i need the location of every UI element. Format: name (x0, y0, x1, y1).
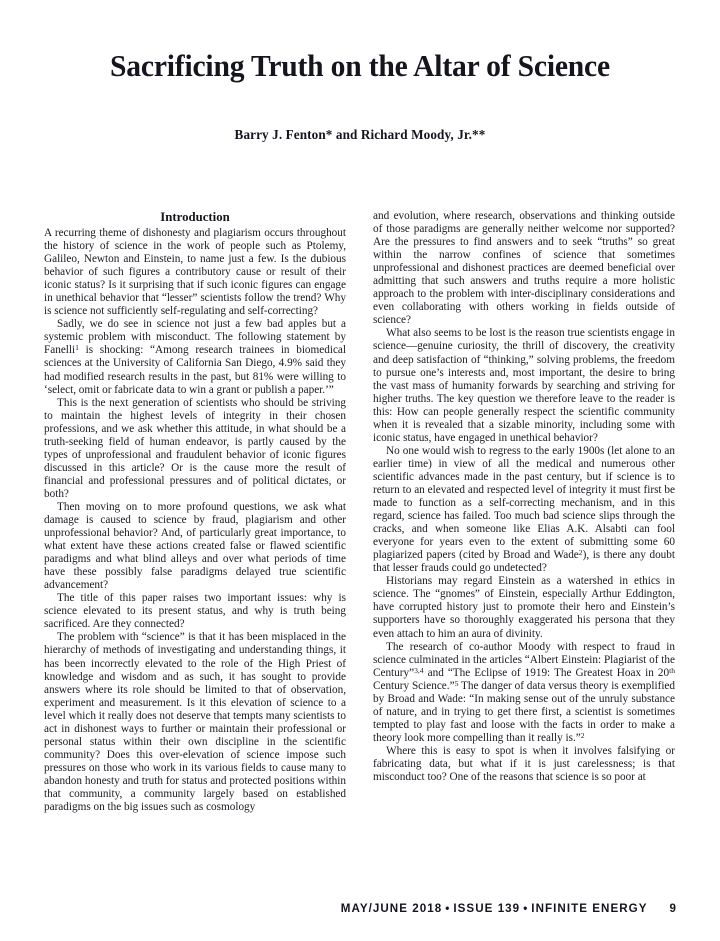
page-footer (0, 902, 676, 915)
paragraph: Where this is easy to spot is when it involves falsifying or fabricating data, but what if it is just carelessness; is that misconduct too? One of the reasons that science is so poor at (373, 744, 675, 784)
paragraph: The research of co-author Moody with respect to fraud in science culminated in the articles “Albert Einstein: Plagiarist of the Century”$^{3,4}$ and “The Eclipse of 1919: The Greatest Hoax in 20th Century Science.”$^5$ The danger of data versus theory is exemplified by Broad and Wade: “In making sense out of the unruly substance of nature, and in trying to get there first, a scientist is sometimes tempted to play fast and loose with the facts in order to make a theory look more compelling than it really is.”$^2$ (373, 640, 675, 744)
footer-issue-date: MAY/JUNE 2018 (340, 902, 443, 915)
paragraph: No one would wish to regress to the early 1900s (let alone to an earlier time) in view of all the medical and numerous other scientific advances made in the past century, but if science is to return to an elevated and respected level of integrity it must first be made to function as a self-correcting mechanism, and in this regard, science has failed. Too much bad science slips through the cracks, and when someone like Elias A.K. Alsabti can fool everyone for years even to the extent of submitting some 60 plagiarized papers (cited by Broad and Wade$^2$), is there any doubt that lesser frauds could go undetected? (373, 444, 675, 575)
footer-issue-number: ISSUE 139 (453, 902, 521, 915)
page-title: Sacrificing Truth on the Altar of Science (110, 49, 610, 83)
paragraph: A recurring theme of dishonesty and plagiarism occurs throughout the history of science in the work of people such as Ptolemy, Galileo, Newton and Einstein, to name just a few. Is the dubious behavior of such figures a contributory cause or result of their iconic status? Is it surprising that if such iconic figures can engage in unethical behavior that “lesser” scientists follow the trend? Why is science not sufficiently self-regulating and self-correcting? (44, 226, 346, 318)
left-column (44, 210, 346, 885)
section-heading-introduction: Introduction (160, 210, 230, 224)
paragraph: Historians may regard Einstein as a watershed in ethics in science. The “gnomes” of Einstein, especially Arthur Eddington, have corrupted history just to promote their hero and Einstein’s supporters have so thoroughly exaggerated his persona that they even attach to him an aura of divinity. (373, 575, 675, 640)
footer-separator-2: • (523, 902, 529, 915)
paragraph: The title of this paper raises two important issues: why is science elevated to its present status, and why is truth being sacrificed. Are they connected? (44, 592, 346, 631)
paragraph: This is the next generation of scientists who should be striving to maintain the highest levels of integrity in their chosen professions, and we ask whether this attitude, in what should be a truth-seeking field of human endeavor, is partly caused by the types of unprofessional and fraudulent behavior of iconic figures discussed in this article? Or is the cause more the result of financial and professional pressures and of political dictates, or both? (44, 396, 346, 500)
article-body (44, 210, 676, 885)
paragraph: The problem with “science” is that it has been misplaced in the hierarchy of methods of investigating and understanding things, it has been incorrectly elevated to the role of the High Priest of knowledge and wisdom and as such, it has sought to provide answers where its role should be limited to that of observation, experiment and measurement. Is it this elevation of science to a level which it really does not deserve that tempts many scientists to act in dishonest ways to further or maintain their professional or personal status within their own discipline in the scientific community? Does this over-elevation of science impose such pressures on those who work in its various fields to cause many to abandon honesty and truth for status and protected positions within that community, a community largely based on established paradigms on the big issues such as cosmology (44, 631, 346, 814)
paragraph: Then moving on to more profound questions, we ask what damage is caused to science by fraud, plagiarism and other unprofessional behavior? And, of particularly great importance, to what extent have these actions created false or flawed scientific paradigms and what blind alleys and over what periods of time have these possibly false paradigms delayed true scientific advancement? (44, 500, 346, 592)
paragraph: Sadly, we do see in science not just a few bad apples but a systemic problem with misconduct. The following statement by Fanelli$^1$ is shocking: “Among research trainees in biomedical sciences at the University of California San Diego, 4.9% said they had modified research results in the past, but 81% were willing to ‘select, omit or fabricate data to win a grant or publish a paper.’” (44, 318, 346, 396)
author-byline: Barry J. Fenton* and Richard Moody, Jr.** (234, 127, 486, 143)
footer-publication-name: INFINITE ENERGY (531, 902, 648, 915)
paragraph: What also seems to be lost is the reason true scientists engage in science—genuine curiosity, the thrill of discovery, the creativity and deep satisfaction of “thinking,” solving problems, the freedom to pursue one’s interests and, most important, the desire to bring the vast mass of humanity forwards by searching and striving for higher truths. The key question we therefore leave to the reader is this: How can people generally respect the scientific community when it is revealed that a sizable minority, including some with iconic status, have engaged in unethical behavior? (373, 327, 675, 444)
footer-separator-1: • (445, 902, 451, 915)
paragraph: and evolution, where research, observations and thinking outside of those paradigms are generally neither welcome nor supported? Are the pressures to find answers and to seek “truths” so great within the narrow confines of science that sometimes unprofessional and dishonest practices are deemed beneficial over admitting that such answers and truths require a more holistic approach to the problem with inter-disciplinary considerations and even collaborating with others working in fields outside of science? (373, 210, 675, 327)
footer-page-number: 9 (669, 902, 676, 915)
right-column (373, 210, 675, 885)
masthead (0, 0, 720, 143)
